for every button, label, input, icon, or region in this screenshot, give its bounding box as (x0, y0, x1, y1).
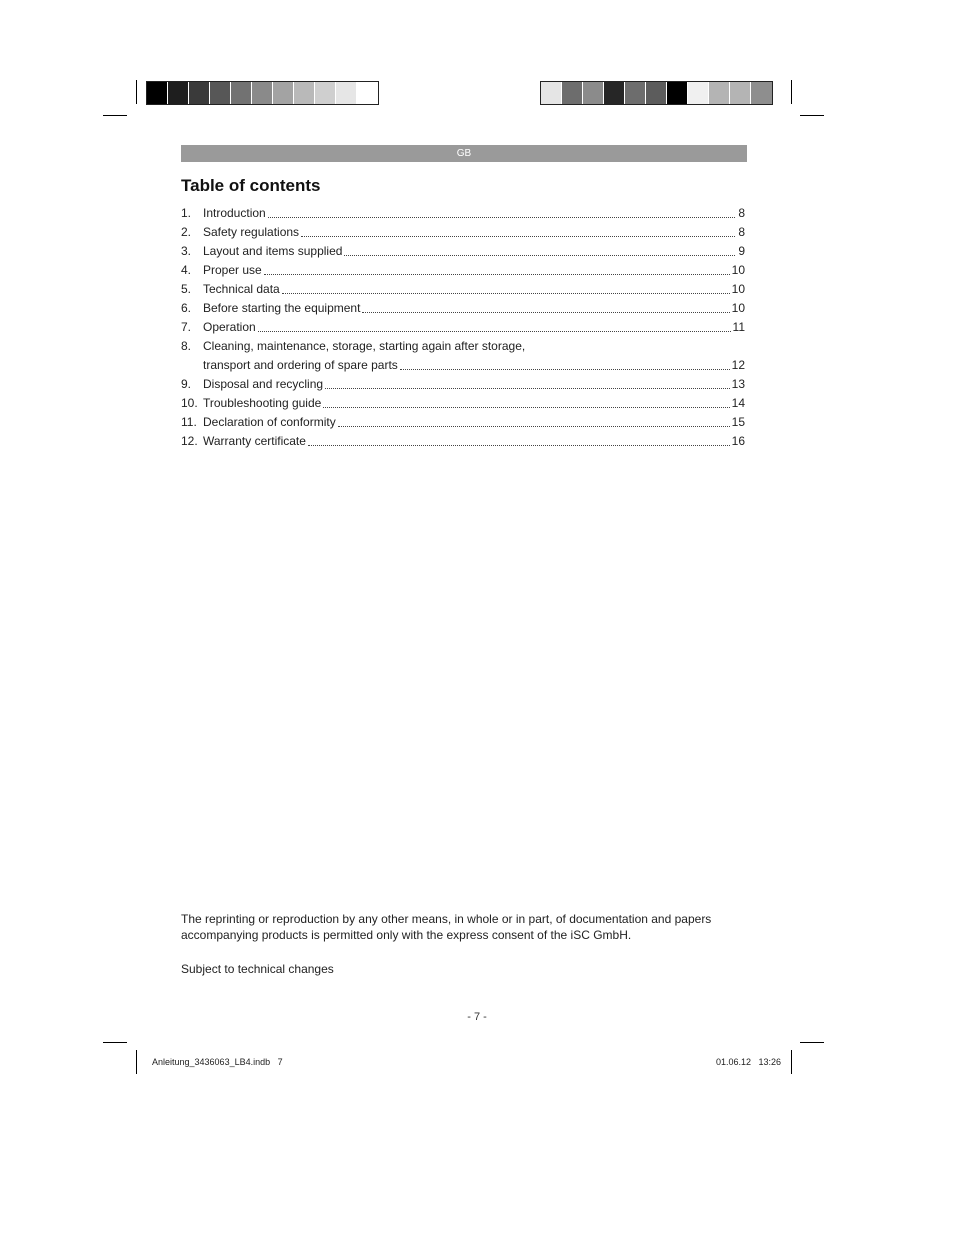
toc-leader-dots (362, 311, 729, 313)
crop-mark (136, 1050, 137, 1074)
toc-leader-dots (301, 235, 735, 237)
toc-entry-label: Warranty certificate (203, 434, 306, 448)
toc-entry-label: Layout and items supplied (203, 244, 343, 258)
toc-entry[interactable] (181, 413, 745, 432)
toc-entry[interactable] (181, 204, 745, 223)
toc-leader-dots (338, 425, 730, 427)
toc-entry-label: Operation (203, 320, 256, 334)
toc-entry[interactable] (181, 432, 745, 451)
toc-entry-page: 13 (731, 377, 745, 391)
toc-entry[interactable] (181, 375, 745, 394)
toc-leader-dots (344, 254, 735, 256)
toc-entry-number: 10. (181, 396, 198, 410)
color-calibration-bar-left (146, 81, 379, 105)
toc-entry[interactable] (181, 261, 745, 280)
toc-entry-label-continued: transport and ordering of spare parts (203, 358, 398, 372)
toc-entry-number: 5. (181, 282, 192, 296)
print-slug-date: 01.06.12 13:26 (716, 1057, 782, 1067)
toc-entry-page: 10 (731, 263, 745, 277)
toc-entry-page: 15 (731, 415, 745, 429)
toc-entry-page: 12 (731, 358, 745, 372)
color-swatch (315, 82, 336, 104)
print-slug-file: Anleitung_3436063_LB4.indb 7 (152, 1057, 283, 1067)
color-swatch (541, 82, 562, 104)
toc-entry-number: 6. (181, 301, 192, 315)
subject-note: Subject to technical changes (181, 962, 334, 976)
color-swatch (667, 82, 688, 104)
toc-entry-page: 10 (731, 301, 745, 315)
toc-entry-number: 7. (181, 320, 192, 334)
color-swatch (336, 82, 357, 104)
toc-entry-number: 11. (181, 415, 197, 429)
color-swatch (273, 82, 294, 104)
crop-mark (103, 1042, 127, 1043)
language-tag: GB (456, 148, 472, 159)
crop-mark (136, 80, 137, 104)
color-swatch (709, 82, 730, 104)
reprint-note: The reprinting or reproduction by any other means, in whole or in part, of documentation and papers accompanying products is permitted only with the express consent of the iSC GmbH. (181, 912, 712, 942)
toc-entry-number: 8. (181, 339, 192, 353)
toc-entry-page: 16 (731, 434, 745, 448)
color-swatch (231, 82, 252, 104)
toc-entry-number: 1. (181, 206, 192, 220)
crop-mark (791, 1050, 792, 1074)
crop-mark (800, 1042, 824, 1043)
toc-entry-number: 9. (181, 377, 192, 391)
toc-entry[interactable] (181, 394, 745, 413)
color-calibration-bar-right (540, 81, 773, 105)
page-number: - 7 - (467, 1011, 487, 1023)
color-swatch (625, 82, 646, 104)
toc-entry[interactable] (181, 318, 745, 337)
toc-entry-label: Safety regulations (203, 225, 300, 239)
toc-entry-label: Technical data (203, 282, 280, 296)
toc-entry-page: 8 (738, 206, 745, 220)
color-swatch (357, 82, 378, 104)
toc-entry-number: 12. (181, 434, 198, 448)
color-swatch (294, 82, 315, 104)
toc-entry-number: 3. (181, 244, 192, 258)
color-swatch (252, 82, 273, 104)
toc-entry[interactable] (181, 299, 745, 318)
toc-entry-number: 4. (181, 263, 192, 277)
color-swatch (751, 82, 772, 104)
toc-entry[interactable] (181, 223, 745, 242)
color-swatch (189, 82, 210, 104)
toc-entry-page: 9 (738, 244, 745, 258)
color-swatch (583, 82, 604, 104)
toc-entry-label: Troubleshooting guide (203, 396, 322, 410)
toc-entry-page: 10 (731, 282, 745, 296)
toc-entry-label: Before starting the equipment (203, 301, 361, 315)
toc-entry-page: 8 (738, 225, 745, 239)
toc-entry-page: 14 (731, 396, 745, 410)
toc-entry-label: Proper use (203, 263, 262, 277)
color-swatch (168, 82, 189, 104)
toc-entry[interactable] (181, 337, 745, 375)
toc-title: Table of contents (181, 176, 321, 195)
color-swatch (604, 82, 625, 104)
toc-entry-label: Disposal and recycling (203, 377, 324, 391)
toc-leader-dots (258, 330, 731, 332)
crop-mark (800, 115, 824, 116)
toc-leader-dots (400, 368, 730, 370)
table-of-contents (181, 204, 745, 451)
toc-entry-label: Declaration of conformity (203, 415, 336, 429)
toc-entry-page: 11 (732, 320, 745, 334)
toc-leader-dots (268, 216, 735, 218)
toc-leader-dots (282, 292, 730, 294)
toc-entry-number: 2. (181, 225, 192, 239)
toc-leader-dots (323, 406, 729, 408)
color-swatch (210, 82, 231, 104)
toc-leader-dots (308, 444, 730, 446)
crop-mark (791, 80, 792, 104)
color-swatch (646, 82, 667, 104)
color-swatch (147, 82, 168, 104)
toc-entry[interactable] (181, 280, 745, 299)
toc-leader-dots (325, 387, 730, 389)
color-swatch (688, 82, 709, 104)
color-swatch (730, 82, 751, 104)
language-bar (181, 145, 747, 162)
toc-entry[interactable] (181, 242, 745, 261)
toc-leader-dots (264, 273, 730, 275)
crop-mark (103, 115, 127, 116)
color-swatch (562, 82, 583, 104)
toc-entry-label: Introduction (203, 206, 266, 220)
toc-entry-label: Cleaning, maintenance, storage, starting again after storage, (203, 339, 526, 353)
